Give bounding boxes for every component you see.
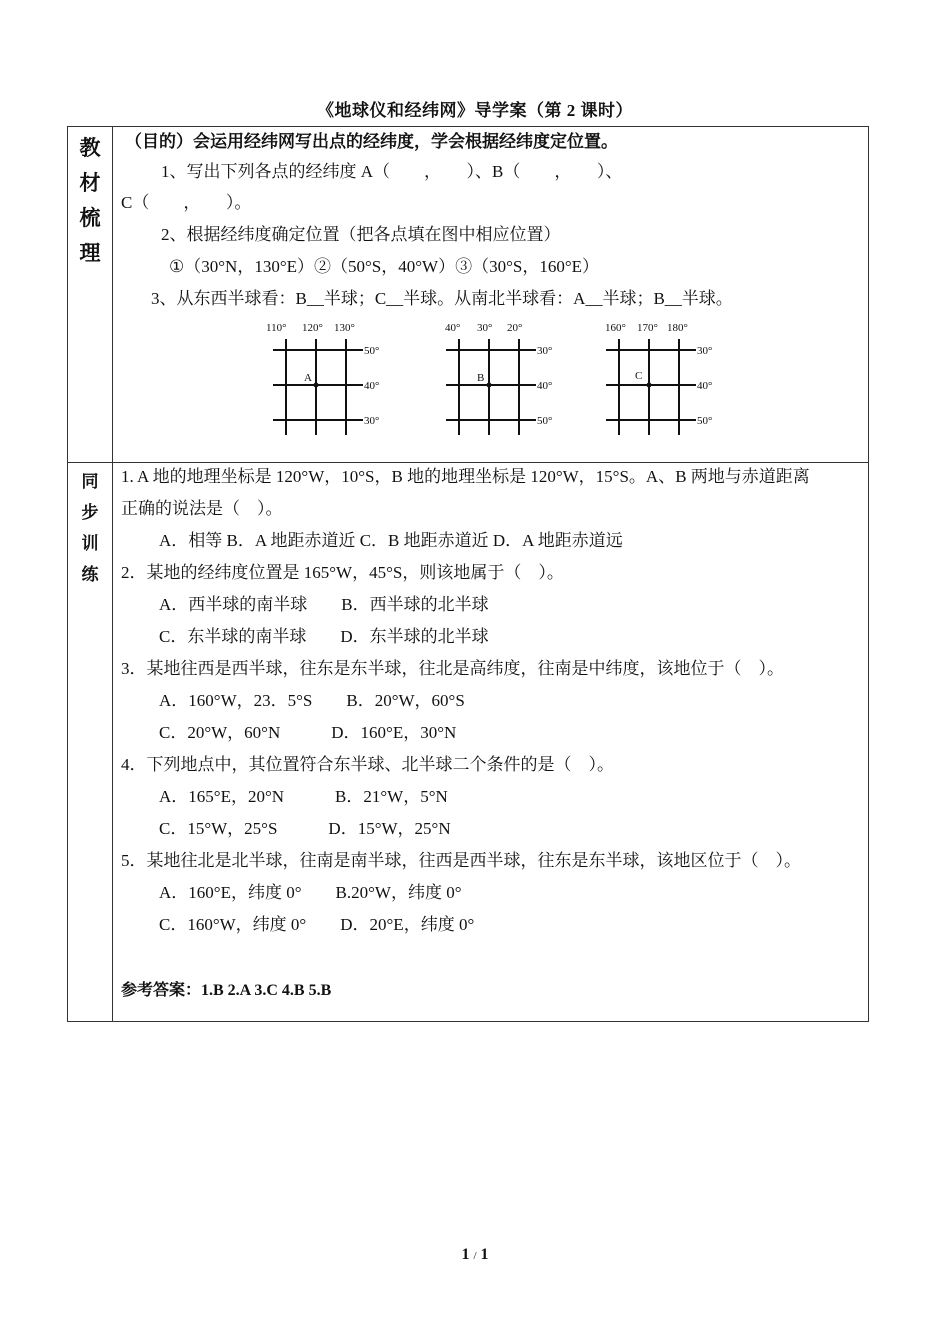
exercise-3-options-1: A．160°W，23．5°S B．20°W，60°S (159, 691, 465, 710)
current-page: 1 (461, 1246, 470, 1263)
lat-lon-grid-figure-c (591, 317, 721, 437)
tick-label: 160° (605, 322, 626, 334)
exercise-4-text: 4．下列地点中，其位置符合东半球、北半球二个条件的是（ ）。 (121, 755, 614, 774)
exercise-2-options-2: C．东半球的南半球 D．东半球的北半球 (159, 627, 489, 646)
tick-label: 120° (302, 322, 323, 334)
question-3-text: 3、从东西半球看：B__半球；C__半球。从南北半球看：A__半球；B__半球。 (151, 289, 733, 308)
exercise-1-options: A．相等 B．A 地距赤道近 C．B 地距赤道近 D．A 地距赤道远 (159, 531, 623, 550)
document-title: 《地球仪和经纬网》导学案（第 2 课时） (317, 101, 633, 120)
exercise-4-options-2: C．15°W，25°S D．15°W，25°N (159, 819, 451, 838)
point-label: C (635, 370, 643, 382)
point-label: A (304, 372, 312, 384)
tick-label: 50° (537, 415, 553, 427)
tick-label: 30° (477, 322, 493, 334)
tick-label: 170° (637, 322, 658, 334)
exercise-3-options-2: C．20°W，60°N D．160°E，30°N (159, 723, 457, 742)
lat-lon-grid-figure-b (431, 317, 561, 437)
question-1-line-1: 1、写出下列各点的经纬度 A（ ， ）、B（ ， ）、 (161, 162, 623, 181)
page-separator: / (473, 1250, 477, 1262)
page-number (0, 1246, 950, 1264)
question-1-line-2: C（ ， ）。 (121, 193, 252, 212)
exercise-4-options-1: A．165°E，20°N B．21°W，5°N (159, 787, 448, 806)
exercise-5-options-2: C．160°W，纬度 0° D．20°E，纬度 0° (159, 915, 475, 934)
label-char: 材 (79, 171, 101, 195)
section-label-cell (68, 463, 113, 1022)
point-label: B (477, 372, 485, 384)
label-char: 理 (79, 241, 101, 265)
question-2-points: ①（30°N，130°E）②（50°S，40°W）③（30°S，160°E） (169, 257, 600, 276)
label-char: 步 (81, 503, 99, 523)
label-char: 练 (81, 565, 99, 585)
tick-label: 40° (445, 322, 461, 334)
point-a-marker (314, 383, 319, 388)
worksheet-table (67, 126, 869, 1022)
section1-content-cell (113, 127, 869, 463)
section1-label (68, 127, 112, 271)
section2-content-cell (113, 463, 869, 1022)
label-char: 梳 (79, 206, 101, 230)
label-char: 训 (81, 534, 99, 554)
tick-label: 30° (364, 415, 380, 427)
section-label-cell (68, 127, 113, 463)
exercise-1-line-2: 正确的说法是（ ）。 (121, 499, 283, 518)
exercise-5-text: 5．某地往北是北半球，往南是南半球，往西是西半球，往东是东半球，该地区位于（ ）。 (121, 851, 801, 870)
exercise-5-options-1: A．160°E，纬度 0° B.20°W，纬度 0° (159, 883, 462, 902)
tick-label: 40° (537, 380, 553, 392)
tick-label: 50° (697, 415, 713, 427)
section2-label (68, 463, 112, 591)
point-c-marker (647, 383, 652, 388)
exercise-2-text: 2．某地的经纬度位置是 165°W，45°S，则该地属于（ ）。 (121, 563, 564, 582)
tick-label: 50° (364, 345, 380, 357)
answer-key: 参考答案：1.B 2.A 3.C 4.B 5.B (121, 982, 332, 999)
tick-label: 30° (697, 345, 713, 357)
exercise-2-options-1: A．西半球的南半球 B．西半球的北半球 (159, 595, 489, 614)
exercise-1-line-1: 1. A 地的地理坐标是 120°W，10°S，B 地的地理坐标是 120°W，15°S。A、B 两地与赤道距离 (121, 467, 810, 486)
objective-text: （目的）会运用经纬网写出点的经纬度，学会根据经纬度定位置。 (125, 132, 618, 151)
tick-label: 130° (334, 322, 355, 334)
point-b-marker (487, 383, 492, 388)
tick-label: 40° (364, 380, 380, 392)
exercise-3-text: 3．某地往西是西半球，往东是东半球，往北是高纬度，往南是中纬度，该地位于（ ）。 (121, 659, 784, 678)
tick-label: 20° (507, 322, 523, 334)
question-2-text: 2、根据经纬度确定位置（把各点填在图中相应位置） (161, 225, 561, 244)
label-char: 同 (81, 472, 99, 492)
tick-label: 40° (697, 380, 713, 392)
tick-label: 110° (266, 322, 287, 334)
tick-label: 30° (537, 345, 553, 357)
label-char: 教 (79, 136, 101, 160)
lat-lon-grid-figure-a (258, 317, 388, 437)
total-pages: 1 (480, 1246, 489, 1263)
tick-label: 180° (667, 322, 688, 334)
